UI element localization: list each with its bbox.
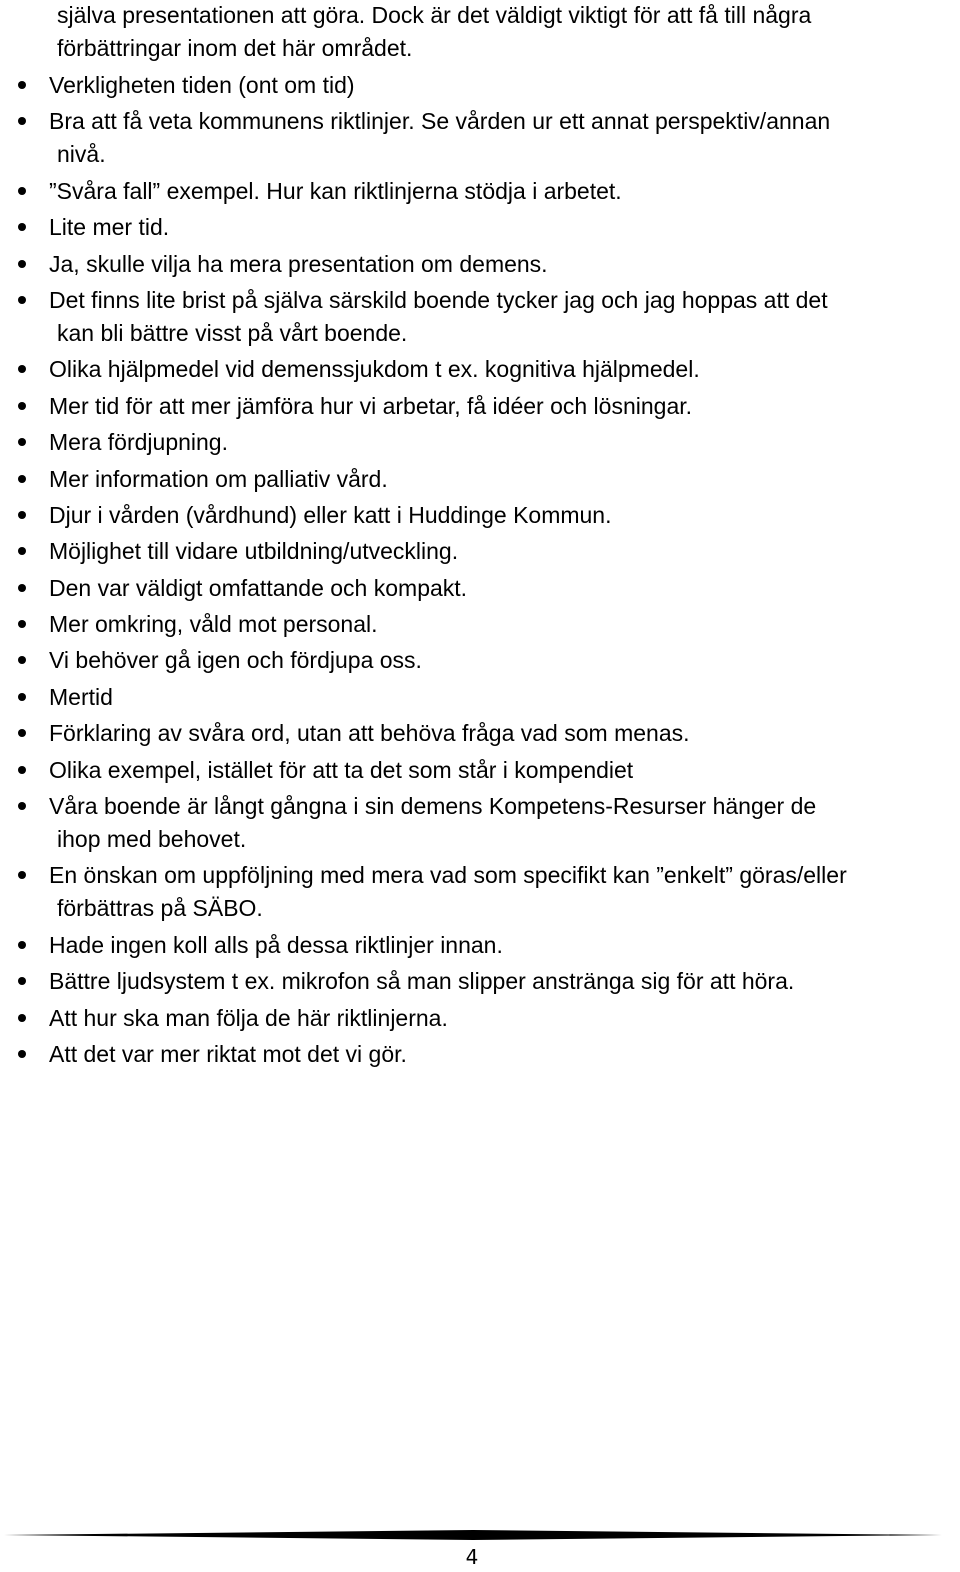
bullet-icon xyxy=(18,656,26,664)
footer-divider xyxy=(4,1530,942,1540)
bullet-item xyxy=(0,572,954,605)
bullet-item xyxy=(0,284,954,350)
bullet-item xyxy=(0,1002,954,1035)
bullet-text: Bra att få veta kommunens riktlinjer. Se vården ur ett annat perspektiv/annan xyxy=(49,108,831,135)
bullet-icon xyxy=(18,81,26,89)
bullet-text: Olika exempel, istället för att ta det som står i kompendiet xyxy=(49,756,634,783)
bullet-icon xyxy=(18,402,26,410)
bullet-text: Mera fördjupning. xyxy=(49,429,228,456)
bullet-icon xyxy=(18,223,26,231)
bullet-text: Ja, skulle vilja ha mera presentation om demens. xyxy=(49,250,548,277)
bullet-text: Mer tid för att mer jämföra hur vi arbetar, få idéer och lösningar. xyxy=(49,392,693,419)
bullet-item xyxy=(0,499,954,532)
bullet-text: Mer omkring, våld mot personal. xyxy=(49,611,378,638)
bullet-item xyxy=(0,426,954,459)
bullet-item xyxy=(0,390,954,423)
bullet-icon xyxy=(18,766,26,774)
continuation-line: förbättringar inom det här området. xyxy=(57,35,413,61)
bullet-text: Det finns lite brist på själva särskild boende tycker jag och jag hoppas att det xyxy=(49,286,828,313)
bullet-text: Vi behöver gå igen och fördjupa oss. xyxy=(49,647,422,674)
bullet-icon xyxy=(18,511,26,519)
bullet-text: Hade ingen koll alls på dessa riktlinjer innan. xyxy=(49,931,503,958)
bullet-text: Djur i vården (vårdhund) eller katt i Huddinge Kommun. xyxy=(49,501,612,528)
bullet-icon xyxy=(18,187,26,195)
bullet-text-continuation: nivå. xyxy=(57,141,106,168)
page-number: 4 xyxy=(465,1545,479,1569)
bullet-icon xyxy=(18,620,26,628)
bullet-text: Våra boende är långt gångna i sin demens Kompetens-Resurser hänger de xyxy=(49,793,817,820)
bullet-icon xyxy=(18,729,26,737)
bullet-text: En önskan om uppföljning med mera vad som specifikt kan ”enkelt” göras/eller xyxy=(49,862,847,889)
bullet-item xyxy=(0,681,954,714)
bullet-item xyxy=(0,717,954,750)
bullet-text: Olika hjälpmedel vid demenssjukdom t ex. kognitiva hjälpmedel. xyxy=(49,356,700,383)
bullet-text-continuation: förbättras på SÄBO. xyxy=(57,895,263,922)
bullet-icon xyxy=(18,475,26,483)
bullet-text: Den var väldigt omfattande och kompakt. xyxy=(49,574,468,601)
bullet-text-continuation: ihop med behovet. xyxy=(57,826,247,853)
bullet-icon xyxy=(18,871,26,879)
bullet-icon xyxy=(18,941,26,949)
bullet-item xyxy=(0,353,954,386)
bullet-icon xyxy=(18,365,26,373)
bullet-item xyxy=(0,248,954,281)
bullet-item xyxy=(0,211,954,244)
bullet-item xyxy=(0,463,954,496)
bullet-item xyxy=(0,535,954,568)
bullet-icon xyxy=(18,260,26,268)
bullet-item xyxy=(0,790,954,856)
bullet-item xyxy=(0,1038,954,1071)
bullet-icon xyxy=(18,547,26,555)
bullet-text: Bättre ljudsystem t ex. mikrofon så man slipper anstränga sig för att höra. xyxy=(49,968,795,995)
bullet-text: Att hur ska man följa de här riktlinjerna. xyxy=(49,1004,448,1031)
bullet-item xyxy=(0,754,954,787)
bullet-text: Att det var mer riktat mot det vi gör. xyxy=(49,1040,407,1067)
bullet-text: Möjlighet till vidare utbildning/utveckling. xyxy=(49,538,459,565)
bullet-text: ”Svåra fall” exempel. Hur kan riktlinjerna stödja i arbetet. xyxy=(49,177,622,204)
bullet-item xyxy=(0,965,954,998)
bullet-list xyxy=(0,69,960,1074)
continuation-paragraph xyxy=(57,0,947,65)
bullet-item xyxy=(0,105,954,171)
bullet-text: Mertid xyxy=(49,683,113,710)
bullet-item xyxy=(0,929,954,962)
bullet-text: Förklaring av svåra ord, utan att behöva fråga vad som menas. xyxy=(49,720,690,747)
bullet-item xyxy=(0,175,954,208)
bullet-text: Verkligheten tiden (ont om tid) xyxy=(49,72,355,98)
bullet-icon xyxy=(18,584,26,592)
bullet-icon xyxy=(18,1050,26,1058)
bullet-icon xyxy=(18,802,26,810)
continuation-line: själva presentationen att göra. Dock är det väldigt viktigt för att få till några xyxy=(57,2,812,28)
bullet-text: Mer information om palliativ vård. xyxy=(49,465,388,492)
bullet-icon xyxy=(18,117,26,125)
bullet-item xyxy=(0,859,954,925)
bullet-icon xyxy=(18,296,26,304)
bullet-icon xyxy=(18,693,26,701)
bullet-text: Lite mer tid. xyxy=(49,214,170,241)
bullet-item xyxy=(0,69,954,102)
bullet-icon xyxy=(18,438,26,446)
bullet-item xyxy=(0,644,954,677)
bullet-icon xyxy=(18,1014,26,1022)
bullet-text-continuation: kan bli bättre visst på vårt boende. xyxy=(57,319,408,346)
bullet-icon xyxy=(18,977,26,985)
bullet-item xyxy=(0,608,954,641)
